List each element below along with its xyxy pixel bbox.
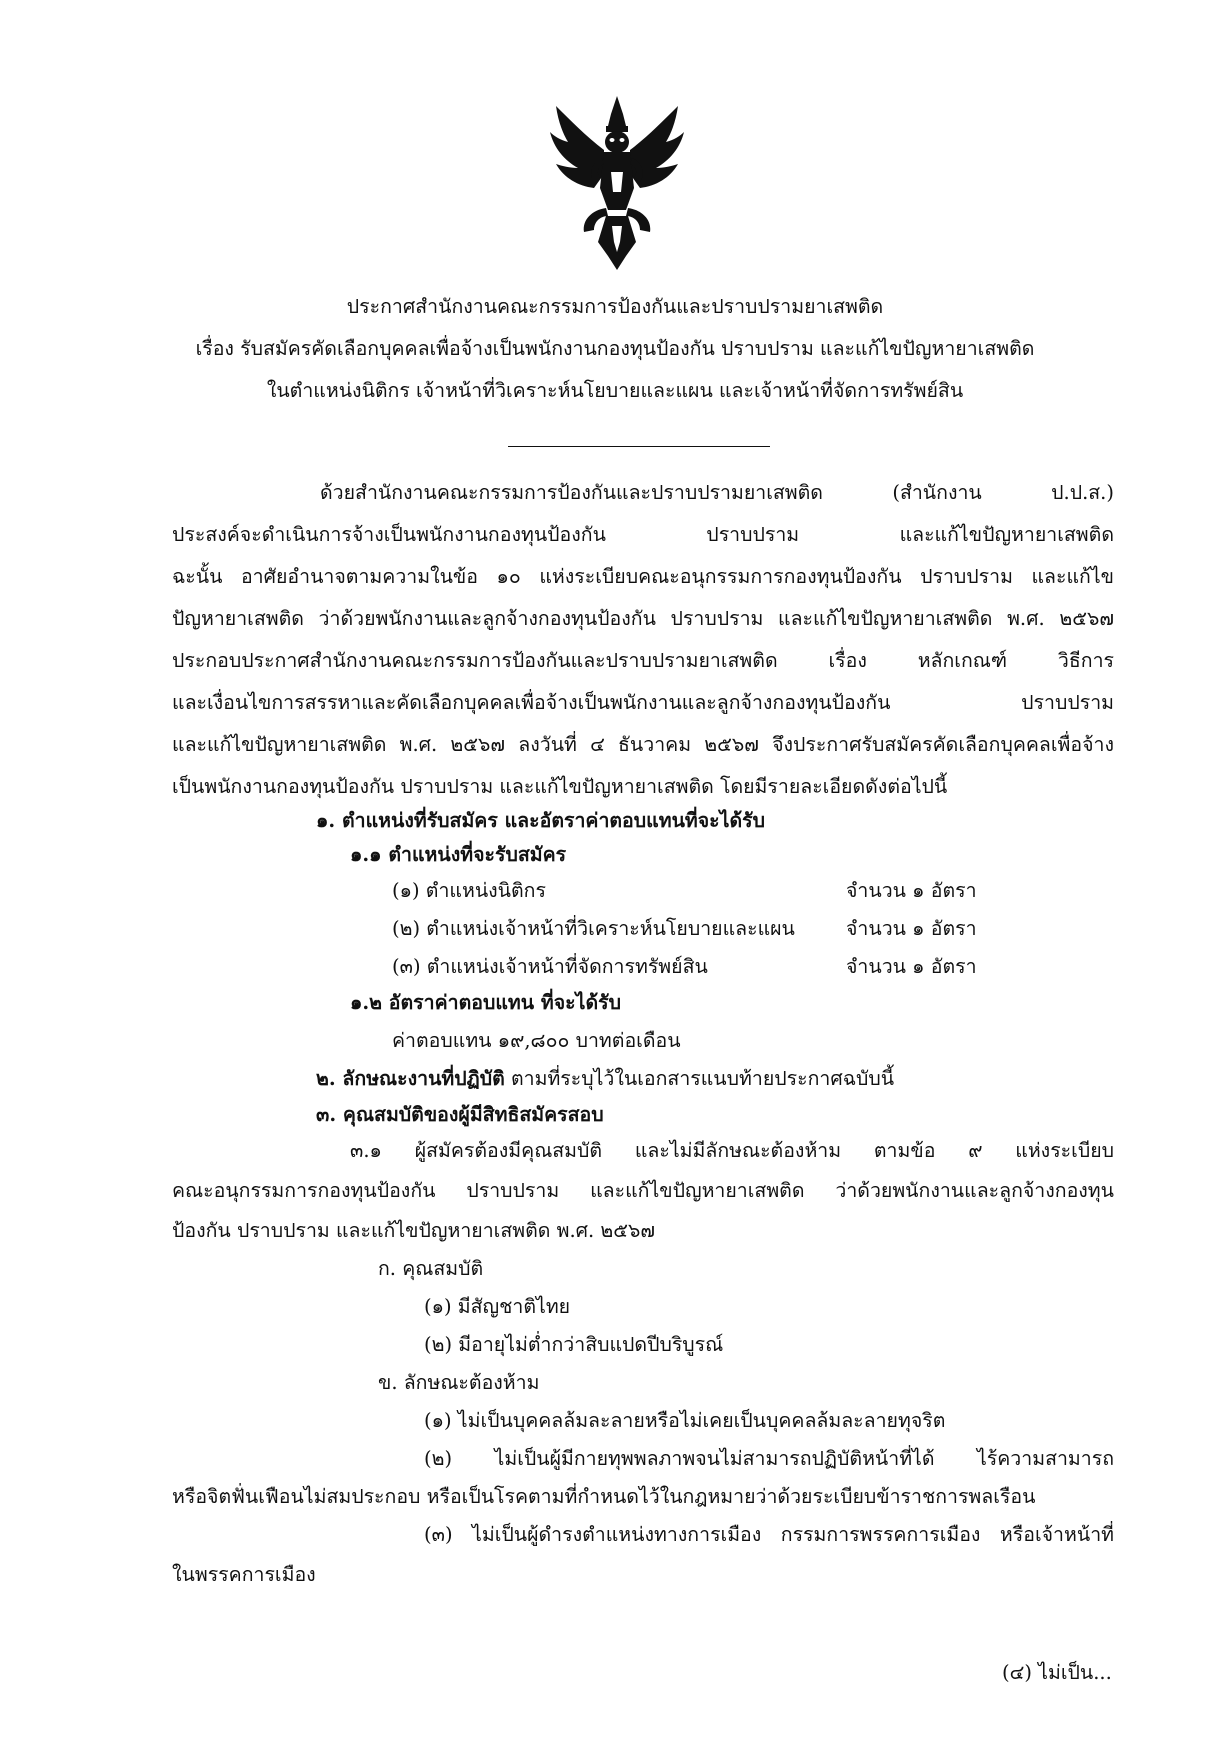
prohibition-item: (๒) ไม่เป็นผู้มีกายทุพพลภาพจนไม่สามารถปฏิบัติหน้าที่ได้ ไร้ความสามารถ <box>424 1447 1114 1470</box>
section3-title: ๓. คุณสมบัติของผู้มีสิทธิสมัครสอบ <box>316 1103 604 1126</box>
announcement-positions: ในตำแหน่งนิติกร เจ้าหน้าที่วิเคราะห์นโยบายและแผน และเจ้าหน้าที่จัดการทรัพย์สิน <box>266 379 964 402</box>
intro-line: ประกอบประกาศสำนักงานคณะกรรมการป้องกันและปราบปรามยาเสพติด เรื่อง หลักเกณฑ์ วิธีการ <box>172 649 1114 672</box>
position-name: (๓) ตำแหน่งเจ้าหน้าที่จัดการทรัพย์สิน <box>392 955 708 978</box>
announcement-subject: เรื่อง รับสมัครคัดเลือกบุคคลเพื่อจ้างเป็นพนักงานกองทุนป้องกัน ปราบปราม และแก้ไขปัญหายาเสพติด <box>195 337 1035 360</box>
position-name: (๒) ตำแหน่งเจ้าหน้าที่วิเคราะห์นโยบายและแผน <box>392 917 795 940</box>
position-count: จำนวน ๑ อัตรา <box>846 955 977 978</box>
intro-line: ประสงค์จะดำเนินการจ้างเป็นพนักงานกองทุนป้องกัน ปราบปราม และแก้ไขปัญหายาเสพติด <box>172 523 1114 546</box>
prohibition-item-cont: ในพรรคการเมือง <box>172 1563 316 1586</box>
section1-title: ๑. ตำแหน่งที่รับสมัคร และอัตราค่าตอบแทนที่จะได้รับ <box>316 809 765 832</box>
announcement-title: ประกาศสำนักงานคณะกรรมการป้องกันและปราบปรามยาเสพติด <box>346 295 884 318</box>
position-count: จำนวน ๑ อัตรา <box>846 879 977 902</box>
compensation: ค่าตอบแทน ๑๙,๘๐๐ บาทต่อเดือน <box>392 1029 681 1052</box>
intro-line: และเงื่อนไขการสรรหาและคัดเลือกบุคคลเพื่อจ้างเป็นพนักงานและลูกจ้างกองทุนป้องกัน ปราบปราม <box>172 691 1114 714</box>
intro-line: ปัญหายาเสพติด ว่าด้วยพนักงานและลูกจ้างกองทุนป้องกัน ปราบปราม และแก้ไขปัญหายาเสพติด พ.ศ. ๒๕๖๗ <box>172 607 1114 630</box>
qualification-title: ก. คุณสมบัติ <box>378 1257 484 1280</box>
qualification-item: (๒) มีอายุไม่ต่ำกว่าสิบแปดปีบริบูรณ์ <box>424 1333 724 1356</box>
intro-line: เป็นพนักงานกองทุนป้องกัน ปราบปราม และแก้ไขปัญหายาเสพติด โดยมีรายละเอียดดังต่อไปนี้ <box>172 775 948 798</box>
page-continuation: (๔) ไม่เป็น... <box>1002 1661 1112 1684</box>
prohibition-item: (๓) ไม่เป็นผู้ดำรงตำแหน่งทางการเมือง กรรมการพรรคการเมือง หรือเจ้าหน้าที่ <box>424 1523 1114 1546</box>
section3-para-line: ป้องกัน ปราบปราม และแก้ไขปัญหายาเสพติด พ.ศ. ๒๕๖๗ <box>172 1219 656 1242</box>
prohibition-item: (๑) ไม่เป็นบุคคลล้มละลายหรือไม่เคยเป็นบุคคลล้มละลายทุจริต <box>424 1409 946 1432</box>
position-count: จำนวน ๑ อัตรา <box>846 917 977 940</box>
section3-para-line: ๓.๑ ผู้สมัครต้องมีคุณสมบัติ และไม่มีลักษณะต้องห้าม ตามข้อ ๙ แห่งระเบียบ <box>350 1139 1114 1162</box>
section2-title: ๒. ลักษณะงานที่ปฏิบัติ <box>316 1067 505 1090</box>
section2-text: ตามที่ระบุไว้ในเอกสารแนบท้ายประกาศฉบับนี้ <box>504 1067 895 1090</box>
position-name: (๑) ตำแหน่งนิติกร <box>392 879 546 902</box>
section1-1-title: ๑.๑ ตำแหน่งที่จะรับสมัคร <box>350 843 567 866</box>
garuda-emblem <box>548 92 686 272</box>
section1-2-title: ๑.๒ อัตราค่าตอบแทน ที่จะได้รับ <box>350 991 621 1014</box>
qualification-item: (๑) มีสัญชาติไทย <box>424 1295 571 1318</box>
intro-line: ฉะนั้น อาศัยอำนาจตามความในข้อ ๑๐ แห่งระเบียบคณะอนุกรรมการกองทุนป้องกัน ปราบปราม และแก้ไข <box>172 565 1114 588</box>
prohibition-title: ข. ลักษณะต้องห้าม <box>378 1371 540 1394</box>
header-divider <box>508 446 770 447</box>
intro-line: ด้วยสำนักงานคณะกรรมการป้องกันและปราบปรามยาเสพติด (สำนักงาน ป.ป.ส.) <box>320 481 1114 504</box>
section3-para-line: คณะอนุกรรมการกองทุนป้องกัน ปราบปราม และแก้ไขปัญหายาเสพติด ว่าด้วยพนักงานและลูกจ้างกองทุน <box>172 1179 1114 1202</box>
intro-line: และแก้ไขปัญหายาเสพติด พ.ศ. ๒๕๖๗ ลงวันที่ ๔ ธันวาคม ๒๕๖๗ จึงประกาศรับสมัครคัดเลือกบุคคลเพื่อจ้าง <box>172 733 1114 756</box>
prohibition-item-cont: หรือจิตฟั่นเฟือนไม่สมประกอบ หรือเป็นโรคตามที่กำหนดไว้ในกฎหมายว่าด้วยระเบียบข้าราชการพลเรือน <box>172 1485 1036 1508</box>
section2 <box>316 1064 894 1094</box>
